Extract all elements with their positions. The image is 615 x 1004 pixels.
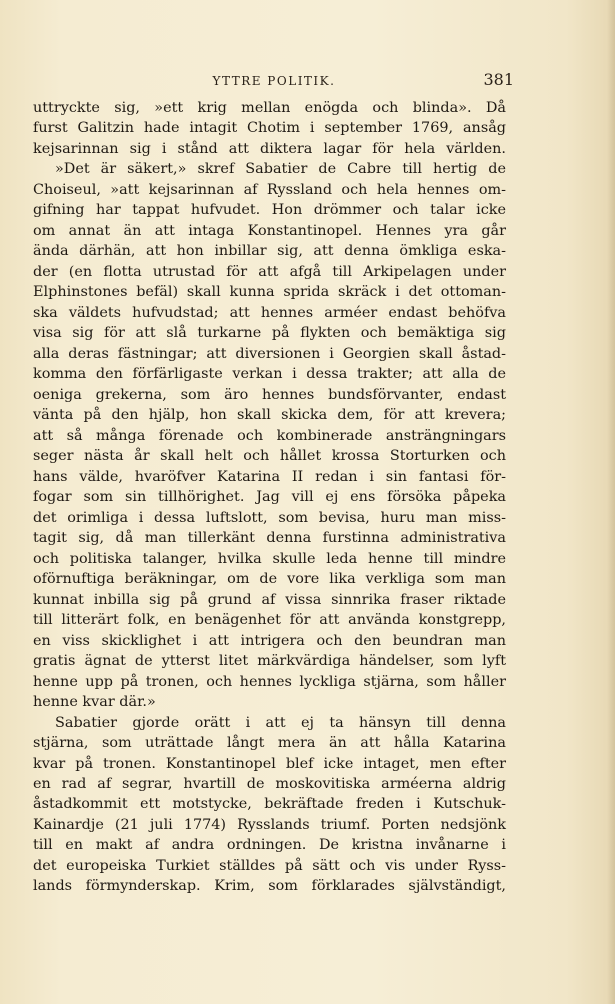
text-line: kvar på tronen. Konstantinopel blef icke intaget, men efter	[33, 755, 506, 772]
page-number: 381	[483, 70, 514, 89]
text-line: Choiseul, »att kejsarinnan af Ryssland och hela hennes om-	[33, 181, 506, 198]
text-line: fogar som sin tillhörighet. Jag vill ej ens försöka påpeka	[33, 489, 506, 506]
text-line: Sabatier gjorde orätt i att ej ta hänsyn till denna	[55, 714, 506, 731]
text-line: till en makt af andra ordningen. De kristna invånarne i	[33, 837, 506, 854]
text-line: ska väldets hufvudstad; att hennes arméer endast behöfva	[33, 304, 506, 321]
text-line: ända därhän, att hon inbillar sig, att denna ömkliga eska-	[33, 243, 506, 260]
text-line: åstadkommit ett motstycke, bekräftade freden i Kutschuk-	[33, 796, 506, 813]
text-line: en viss skicklighet i att intrigera och den beundran man	[33, 632, 506, 649]
text-line: henne upp på tronen, och hennes lyckliga stjärna, som håller	[33, 673, 506, 690]
text-line: att så många förenade och kombinerade ansträngningars	[33, 427, 506, 444]
text-line: stjärna, som uträttade långt mera än att hålla Katarina	[33, 735, 506, 752]
text-line: kejsarinnan sig i stånd att diktera lagar för hela världen.	[33, 140, 506, 157]
text-line: »Det är säkert,» skref Sabatier de Cabre till hertig de	[55, 161, 506, 178]
running-title: YTTRE POLITIK.	[212, 74, 336, 88]
text-line: visa sig för att slå turkarne på flykten och bemäktiga sig	[33, 325, 506, 342]
text-line: hans välde, hvaröfver Katarina II redan i sin fantasi för-	[33, 468, 506, 485]
text-line: lands förmynderskap. Krim, som förklarades självständigt,	[33, 878, 506, 895]
text-line: furst Galitzin hade intagit Chotim i september 1769, ansåg	[33, 120, 506, 137]
text-line: henne kvar där.»	[33, 694, 156, 711]
text-line: Elphinstones befäl) skall kunna sprida skräck i det ottoman-	[33, 284, 506, 301]
page-edge-shadow	[607, 0, 615, 1004]
text-line: det orimliga i dessa luftslott, som bevisa, huru man miss-	[33, 509, 506, 526]
text-line: oeniga grekerna, som äro hennes bundsförvanter, endast	[33, 386, 506, 403]
text-line: till litterärt folk, en benägenhet för att använda konstgrepp,	[33, 612, 506, 629]
text-line: Kainardje (21 juli 1774) Rysslands triumf. Porten nedsjönk	[33, 816, 506, 833]
text-line: komma den förfärligaste verkan i dessa trakter; att alla de	[33, 366, 506, 383]
text-line: och politiska talanger, hvilka skulle leda henne till mindre	[33, 550, 506, 567]
text-line: gifning har tappat hufvudet. Hon drömmer och talar icke	[33, 202, 506, 219]
body-text	[33, 98, 506, 897]
text-line: kunnat inbilla sig på grund af vissa sinnrika fraser riktade	[33, 591, 506, 608]
text-line: tagit sig, då man tillerkänt denna furstinna administrativa	[33, 530, 506, 547]
text-line: oförnuftiga beräkningar, om de vore lika verkliga som man	[33, 571, 506, 588]
text-line: om annat än att intaga Konstantinopel. Hennes yra går	[33, 222, 506, 239]
text-line: uttryckte sig, »ett krig mellan enögda och blinda». Då	[33, 100, 506, 116]
text-line: en rad af segrar, hvartill de moskovitiska arméerna aldrig	[33, 775, 506, 792]
text-line: der (en flotta utrustad för att afgå till Arkipelagen under	[33, 263, 506, 280]
text-line: alla deras fästningar; att diversionen i Georgien skall åstad-	[33, 345, 506, 362]
text-line: det europeiska Turkiet ställdes på sätt och vis under Ryss-	[33, 857, 506, 874]
text-line: seger nästa år skall helt och hållet krossa Storturken och	[33, 448, 506, 465]
text-line: vänta på den hjälp, hon skall skicka dem, för att krevera;	[33, 407, 506, 424]
page-header	[34, 70, 514, 92]
text-line: gratis ägnat de ytterst litet märkvärdiga händelser, som lyft	[33, 653, 506, 670]
